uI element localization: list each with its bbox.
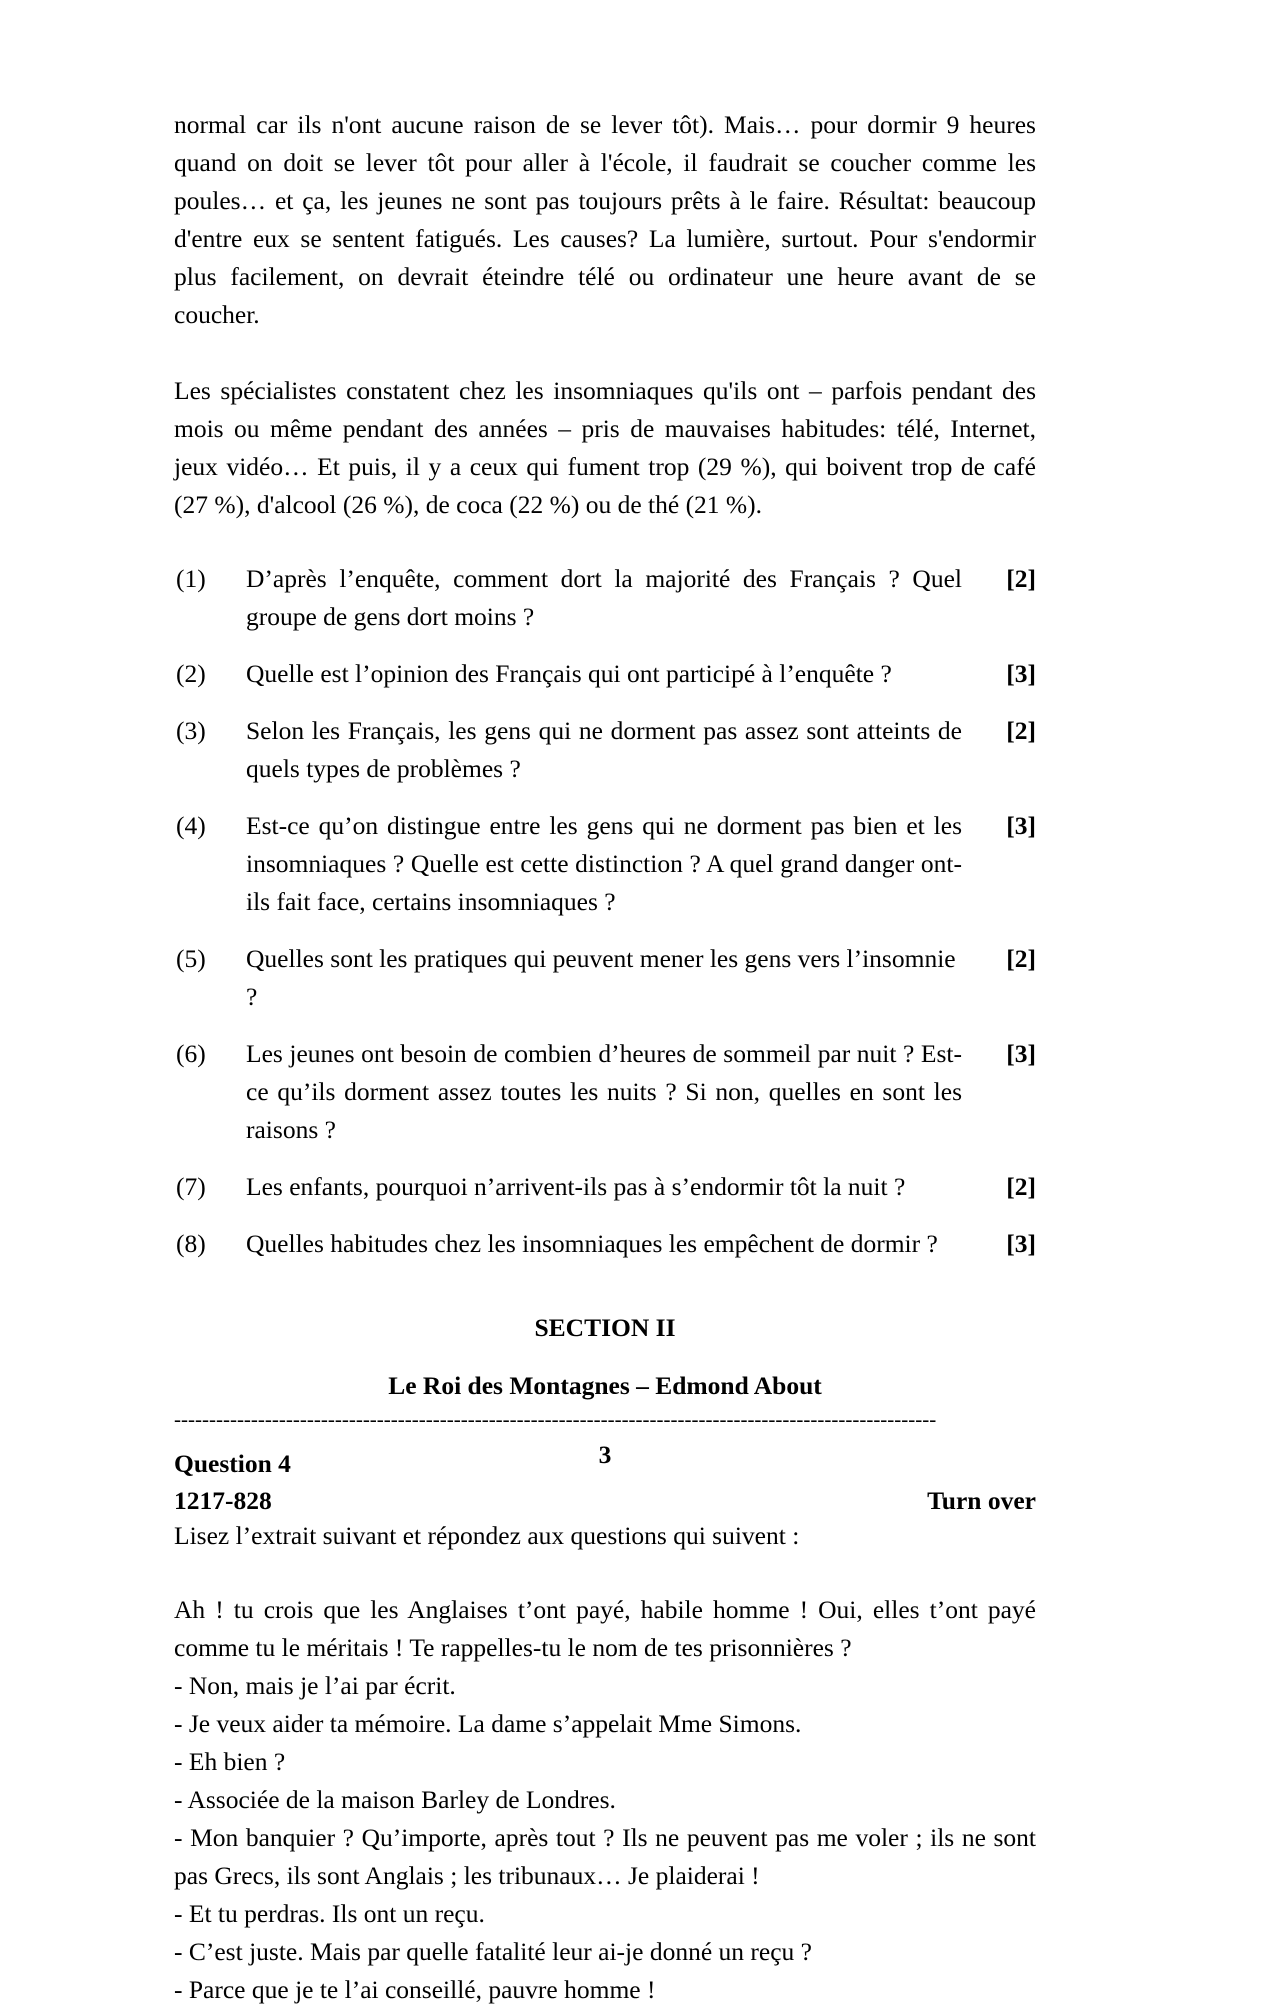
extract-line: - Parce que je te l’ai conseillé, pauvre homme ! [174, 1975, 656, 2004]
question-number: (4) [176, 811, 206, 840]
question-row [174, 712, 1036, 788]
page-number: 3 [598, 1440, 612, 1469]
instruction-text: Lisez l’extrait suivant et répondez aux questions qui suivent : [174, 1521, 800, 1550]
paragraph-gap [174, 334, 1036, 372]
question-number: (2) [176, 659, 206, 688]
question-row [174, 1035, 1036, 1149]
question-number: (8) [176, 1229, 206, 1258]
question-number: (3) [176, 716, 206, 745]
paper-code: 1217-828 [174, 1486, 272, 1515]
extract-line: - Et tu perdras. Ils ont un reçu. [174, 1899, 485, 1928]
extract-passage [174, 1591, 1036, 2009]
question-text: Les enfants, pourquoi n’arrivent-ils pas à s’endormir tôt la nuit ? [246, 1172, 906, 1201]
question-text: D’après l’enquête, comment dort la majorité des Français ? Quel groupe de gens dort moins ? [246, 564, 962, 631]
question-marks: [2] [1006, 1172, 1036, 1201]
page-content [174, 106, 1036, 2009]
question-marks: [2] [1006, 716, 1036, 745]
question-text: Selon les Français, les gens qui ne dorment pas assez sont atteints de quels types de problèmes ? [246, 716, 962, 783]
extract-line: - C’est juste. Mais par quelle fatalité leur ai-je donné un reçu ? [174, 1937, 812, 1966]
question-marks: [3] [1006, 659, 1036, 688]
extract-line: - Associée de la maison Barley de Londres. [174, 1785, 616, 1814]
question-number: (7) [176, 1172, 206, 1201]
question-marks: [2] [1006, 944, 1036, 973]
question-row [174, 1168, 1036, 1206]
footer-row [174, 1486, 1036, 1516]
page-footer [174, 1408, 1036, 1516]
question-list [174, 560, 1036, 1263]
turn-over-label: Turn over [927, 1486, 1036, 1515]
question-text: Quelles habitudes chez les insomniaques les empêchent de dormir ? [246, 1229, 938, 1258]
question-marks: [2] [1006, 564, 1036, 593]
question-heading: Question 4 [174, 1449, 291, 1478]
passage-paragraph-2: Les spécialistes constatent chez les insomniaques qu'ils ont – parfois pendant des mois ou même pendant des années – pris de mauvaises habitudes: télé, Internet, jeux vidéo… Et puis, il y a ceux qui fument trop (29 %), qui boivent trop de café (27 %), d'alcool (26 %), de coca (22 %) ou de thé (21 %). [174, 376, 1036, 519]
question-row [174, 807, 1036, 921]
section-subtitle: Le Roi des Montagnes – Edmond About [388, 1371, 822, 1400]
question-text: Quelle est l’opinion des Français qui ont participé à l’enquête ? [246, 659, 892, 688]
question-marks: [3] [1006, 1039, 1036, 1068]
footer-divider: ------------------------------------------------------------------------------------------------------------- [174, 1407, 937, 1431]
question-text: Quelles sont les pratiques qui peuvent mener les gens vers l’insomnie ? [246, 944, 956, 1011]
question-number: (6) [176, 1039, 206, 1068]
section-title: SECTION II [534, 1313, 676, 1342]
passage-paragraph-1: normal car ils n'ont aucune raison de se lever tôt). Mais… pour dormir 9 heures quand on doit se lever tôt pour aller à l'école, il faudrait se coucher comme les poules… et ça, les jeunes ne sont pas toujours prêts à le faire. Résultat: beaucoup d'entre eux se sentent fatigués. Les causes? La lumière, surtout. Pour s'endormir plus facilement, on devrait éteindre télé ou ordinateur une heure avant de se coucher. [174, 110, 1036, 329]
question-marks: [3] [1006, 811, 1036, 840]
extract-line: - Mon banquier ? Qu’importe, après tout ? Ils ne peuvent pas me voler ; ils ne sont pas Grecs, ils sont Anglais ; les tribunaux… Je plaiderai ! [174, 1823, 1036, 1890]
question-row [174, 655, 1036, 693]
question-number: (5) [176, 944, 206, 973]
extract-line: - Non, mais je l’ai par écrit. [174, 1671, 456, 1700]
extract-opening: Ah ! tu crois que les Anglaises t’ont payé, habile homme ! Oui, elles t’ont payé comme tu le méritais ! Te rappelles-tu le nom de tes prisonnières ? [174, 1595, 1036, 1662]
question-text: Les jeunes ont besoin de combien d’heures de sommeil par nuit ? Est-ce qu’ils dorment assez toutes les nuits ? Si non, quelles en sont les raisons ? [246, 1039, 962, 1144]
extract-line: - Je veux aider ta mémoire. La dame s’appelait Mme Simons. [174, 1709, 802, 1738]
question-number: (1) [176, 564, 206, 593]
extract-line: - Eh bien ? [174, 1747, 286, 1776]
question-marks: [3] [1006, 1229, 1036, 1258]
question-row [174, 560, 1036, 636]
question-text: Est-ce qu’on distingue entre les gens qui ne dorment pas bien et les insomniaques ? Quelle est cette distinction ? A quel grand danger ont-ils fait face, certains insomniaques ? [246, 811, 962, 916]
question-row [174, 1225, 1036, 1263]
question-row [174, 940, 1036, 1016]
